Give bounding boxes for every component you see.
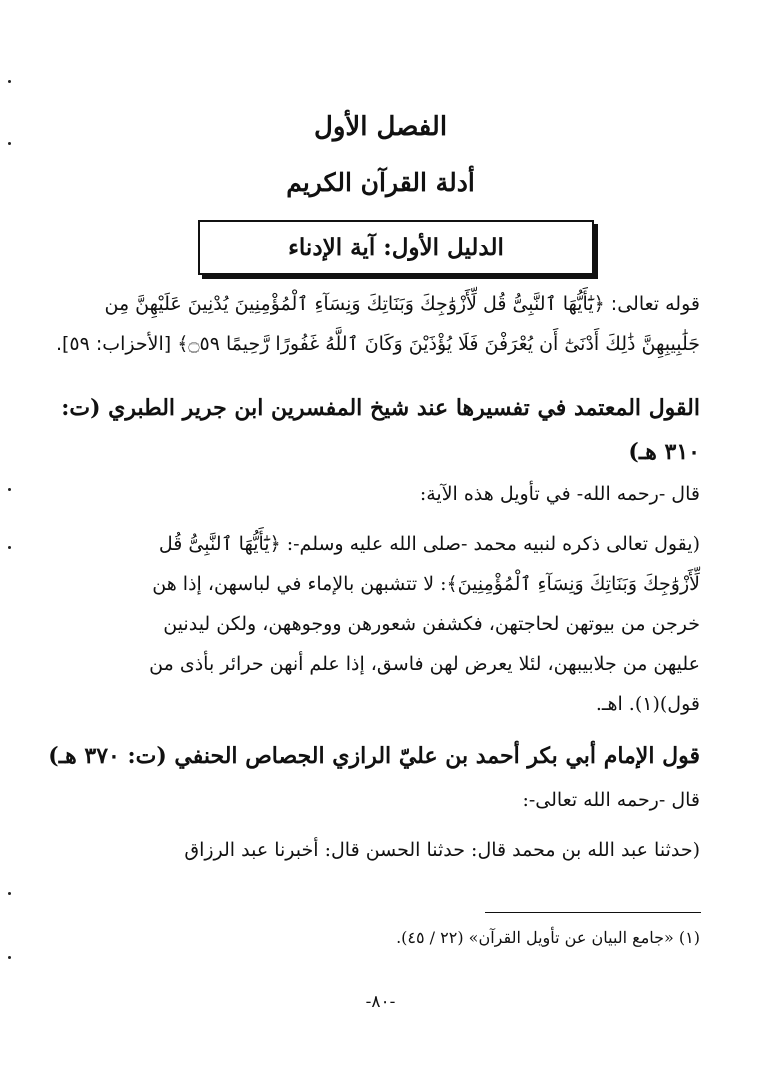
intro-line: قال -رحمه الله تعالى-: bbox=[522, 789, 700, 811]
jassas-quote bbox=[100, 830, 700, 870]
jassas-intro bbox=[100, 780, 700, 820]
scan-speck bbox=[8, 892, 11, 895]
jassas-heading bbox=[48, 734, 700, 778]
scan-speck bbox=[8, 546, 11, 549]
quote-line: عليهن من جلابيبهن، لئلا يعرض لهن فاسق، إذا علم أنهن حرائر بأذى من bbox=[149, 653, 700, 675]
scan-speck bbox=[8, 488, 11, 491]
scan-speck bbox=[8, 142, 11, 145]
verse-line: جَلَٰبِيبِهِنَّ ذَٰلِكَ أَدْنَىٰٓ أَن يُعْرَفْنَ فَلَا يُؤْذَيْنَ وَكَانَ ٱللَّهُ غَفُورًا رَّحِيمًا ۝٥٩﴾ [الأحزاب: ٥٩]. bbox=[55, 333, 700, 355]
quote-line: خرجن من بيوتهن لحاجتهن، فكشفن شعورهن ووجوههن، ولكن ليدنين bbox=[163, 613, 700, 635]
scan-speck bbox=[8, 956, 11, 959]
tabari-intro bbox=[100, 474, 700, 514]
tabari-heading bbox=[61, 386, 700, 474]
verse-paragraph bbox=[55, 284, 700, 364]
intro-line: قال -رحمه الله- في تأويل هذه الآية: bbox=[419, 483, 700, 505]
heading-line: ٣١٠ هـ) bbox=[628, 439, 700, 465]
verse-line: قوله تعالى: ﴿يَٰٓأَيُّهَا ٱلنَّبِىُّ قُل لِّأَزْوَٰجِكَ وَبَنَاتِكَ وَنِسَآءِ ٱلْمُؤْمِنِينَ يُدْنِينَ عَلَيْهِنَّ مِن bbox=[104, 293, 700, 315]
page-number: -٨٠- bbox=[365, 992, 396, 1012]
quote-line: لِّأَزْوَٰجِكَ وَبَنَاتِكَ وَنِسَآءِ ٱلْمُؤْمِنِينَ﴾: لا تتشبهن بالإماء في لباسهن، إذا هن bbox=[152, 573, 700, 595]
scan-speck bbox=[8, 80, 11, 83]
quote-line: (حدثنا عبد الله بن محمد قال: حدثنا الحسن قال: أخبرنا عبد الرزاق bbox=[184, 839, 700, 861]
evidence-box-title: الدليل الأول: آية الإدناء bbox=[198, 220, 594, 275]
quote-line: قول)(١). اهـ. bbox=[595, 693, 700, 715]
heading-line: قول الإمام أبي بكر أحمد بن عليّ الرازي الجصاص الحنفي (ت: ٣٧٠ هـ) bbox=[48, 743, 700, 769]
heading-line: القول المعتمد في تفسيرها عند شيخ المفسرين ابن جرير الطبري (ت: bbox=[61, 395, 700, 421]
section-title: أدلة القرآن الكريم bbox=[286, 168, 475, 197]
quote-line: (يقول تعالى ذكره لنبيه محمد -صلى الله عليه وسلم-: ﴿يَٰٓأَيُّهَا ٱلنَّبِىُّ قُل bbox=[158, 533, 700, 555]
chapter-title: الفصل الأول bbox=[313, 112, 448, 142]
footnote: (١) «جامع البيان عن تأويل القرآن» (٢٢ / ٤٥). bbox=[396, 928, 700, 947]
footnote-divider bbox=[485, 912, 701, 913]
tabari-quote bbox=[100, 524, 700, 724]
